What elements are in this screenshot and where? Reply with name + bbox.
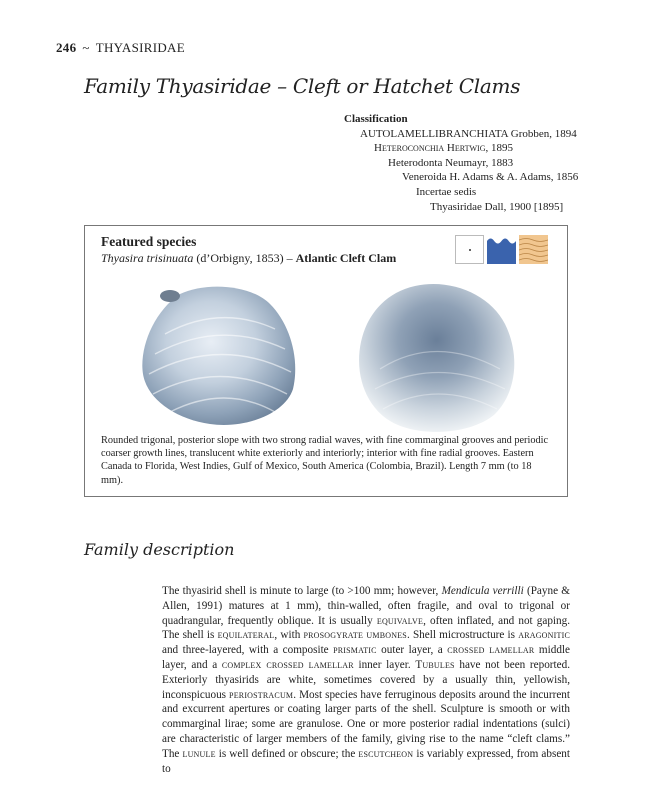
text-run: . Most species have ferruginous deposits around the incurrent and excurrent apertures or coating larger parts of the shell. Sculpture is smooth or with commarginal lirae; some are granulose. One or more posterior radial indentations (sulci) are characteristic of larger members of the family, giving rise to the name “cleft clams.” The (162, 688, 570, 760)
species-name-line (101, 251, 396, 266)
shell-photographs (125, 274, 545, 444)
text-run: , with (274, 629, 304, 642)
text-run: is variably expressed, from absent to (162, 747, 570, 775)
shell-exterior-image (142, 287, 295, 425)
glossary-term: equilateral (217, 629, 275, 642)
classification-heading: Classification (344, 113, 408, 125)
classification-line: Thyasiridae Dall, 1900 [1895] (430, 200, 564, 213)
text-run: (Payne & Allen, 1991) matures at 1 mm), thin-walled, often fragile, and oval to trigonal or quadrangular, frequently oblique. It is usually (162, 585, 570, 627)
species-scientific-name: Thyasira trisinuata (101, 251, 194, 265)
glossary-term: aragonitic (518, 629, 570, 642)
featured-species-caption: Rounded trigonal, posterior slope with two strong radial waves, with fine commarginal grooves and periodic coarser growth lines, translucent white exteriorly and interiorly; interior with fine radial grooves. Eastern Canada to Florida, West Indies, Gulf of Mexico, South America (Colombia, Brazil). Length 7 mm (to 18 mm). (101, 435, 549, 486)
text-run: The thyasirid shell is minute to large (to >100 mm; however, (162, 585, 442, 597)
family-description-text (162, 584, 570, 776)
sediment-habitat-icon (519, 235, 548, 264)
featured-species-heading: Featured species (101, 234, 197, 249)
marine-habitat-icon (487, 235, 516, 264)
text-run: middle layer, and a (162, 644, 570, 671)
classification-line: Veneroida H. Adams & A. Adams, 1856 (402, 171, 579, 184)
running-head (56, 40, 185, 56)
glossary-term: periostracum (229, 688, 294, 701)
classification-line: Incertae sedis (416, 185, 477, 198)
size-scale-icon (455, 235, 484, 264)
text-run: outer layer, a (376, 644, 448, 657)
page-number: 246 (56, 40, 77, 55)
glossary-term: prosogyrate umbones (303, 629, 407, 642)
shell-interior-image (359, 284, 514, 432)
glossary-term: complex crossed lamellar (221, 658, 354, 671)
page-title: Family Thyasiridae – Cleft or Hatchet Clams (84, 74, 521, 98)
classification-line: AUTOLAMELLIBRANCHIATA Grobben, 1894 (360, 127, 577, 140)
classification-line: Heterodonta Neumayr, 1883 (388, 156, 514, 169)
text-run: inner layer. (353, 658, 416, 671)
glossary-term: Tubules (415, 658, 455, 671)
glossary-term: prismatic (333, 644, 377, 657)
text-run: have not been reported. Exteriorly thyasirids are white, sometimes covered by a usually thin, yellowish, inconspicuous (162, 658, 570, 701)
species-common-name: Atlantic Cleft Clam (295, 251, 397, 265)
classification-block (344, 112, 578, 214)
glossary-term: crossed lamellar (447, 644, 535, 657)
glossary-term: lunule (182, 747, 216, 760)
species-authority: (d’Orbigny, 1853) – (193, 251, 296, 265)
classification-line: Heteroconchia Hertwig, 1895 (374, 142, 513, 155)
header-separator: ~ (82, 40, 90, 55)
glossary-term: equivalve (376, 614, 424, 627)
glossary-term: escutcheon (358, 747, 414, 760)
text-run: is well defined or obscure; the (215, 747, 359, 760)
text-run: . Shell microstructure is (406, 629, 519, 642)
text-run-italic: Mendicula verrilli (441, 585, 524, 597)
text-run: , often inflated, and not gaping. The shell is (162, 614, 571, 642)
section-heading: Family description (84, 540, 235, 559)
featured-species-box (84, 225, 568, 497)
text-run: and three-layered, with a composite (162, 644, 334, 657)
running-head-section: THYASIRIDAE (95, 40, 185, 55)
